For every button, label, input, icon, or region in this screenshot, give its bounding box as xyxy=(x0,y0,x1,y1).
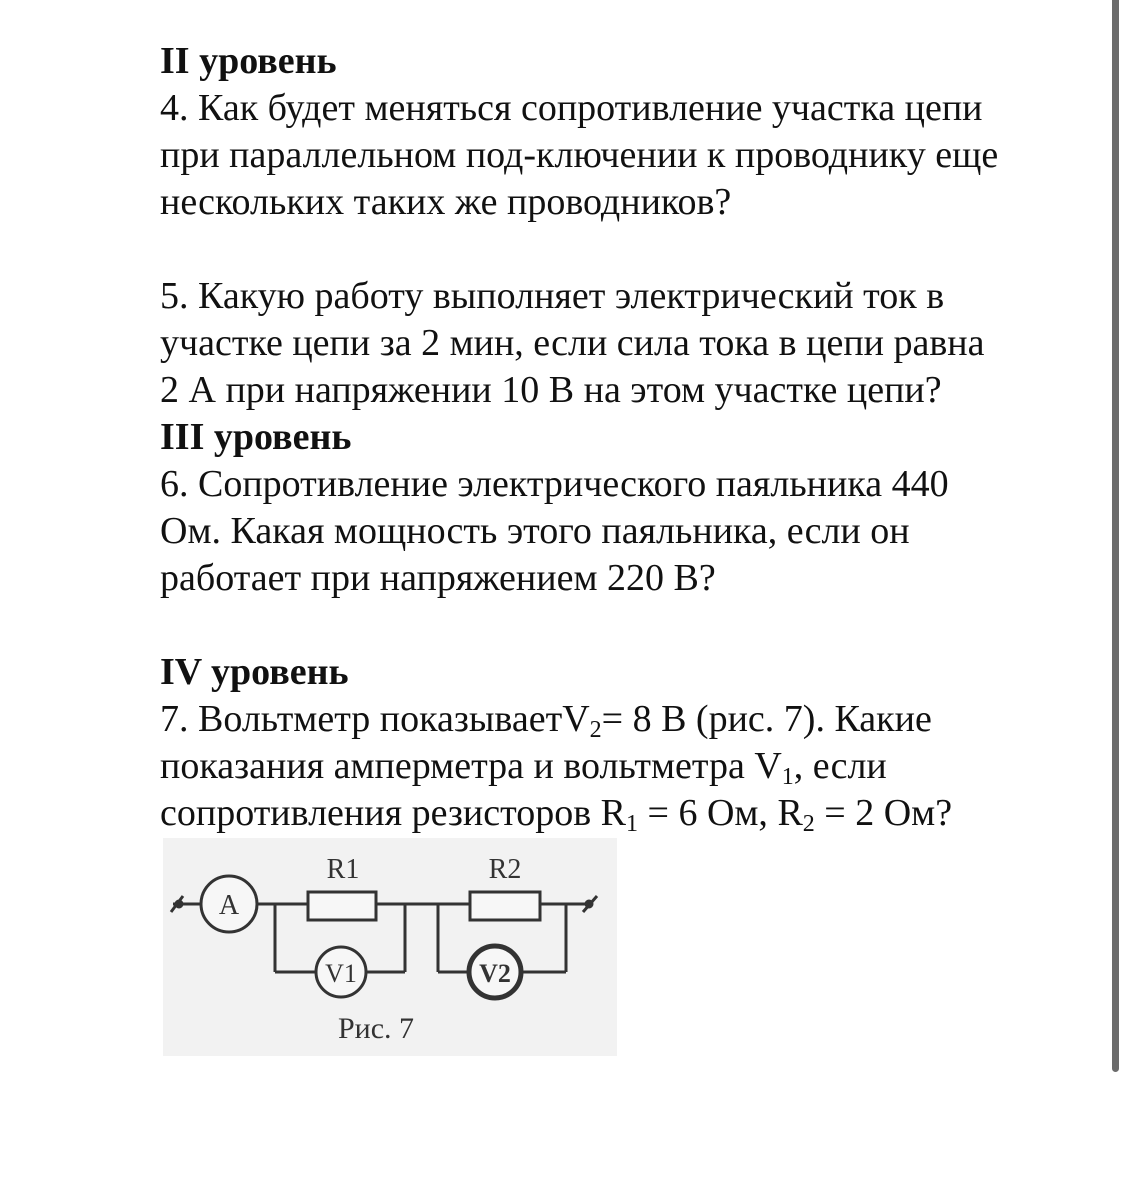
q4-line-3: нескольких таких же проводников? xyxy=(160,181,732,223)
level-3-heading: III уровень xyxy=(160,416,352,458)
q7-line-2-text-b: , если xyxy=(793,745,887,787)
q7-v1-subscript: 1 xyxy=(781,764,794,790)
q5-line-3: 2 А при напряжении 10 В на этом участке цепи? xyxy=(160,369,942,411)
q7-v1-symbol: V xyxy=(754,745,782,787)
q4-line-2: при параллельном под-ключении к проводнику еще xyxy=(160,134,999,176)
v2-label: V2 xyxy=(479,959,511,988)
ammeter-label: A xyxy=(218,890,240,921)
q7-r2-subscript: 2 xyxy=(802,811,815,837)
v1-label: V1 xyxy=(325,959,357,988)
r1-resistor xyxy=(308,892,376,920)
q7-line-3-text-c: = 2 Ом? xyxy=(814,792,953,834)
figure-caption: Рис. 7 xyxy=(337,1012,415,1045)
r2-resistor xyxy=(470,892,540,920)
circuit-diagram xyxy=(163,838,617,1056)
question-5 xyxy=(160,273,1060,414)
level-4-heading: IV уровень xyxy=(160,651,349,693)
question-4 xyxy=(160,85,1060,226)
spacer xyxy=(160,226,1060,273)
q7-r2-symbol: R xyxy=(777,792,803,834)
q7-line-1 xyxy=(160,696,1060,743)
circuit-figure xyxy=(163,838,617,1056)
q6-line-2: Ом. Какая мощность этого паяльника, если он xyxy=(160,510,910,552)
q7-line-3 xyxy=(160,790,1060,837)
q7-r1-symbol: R xyxy=(600,792,627,834)
spacer xyxy=(160,602,1060,649)
q6-line-1: 6. Сопротивление электрического паяльника 440 xyxy=(160,463,949,505)
q7-v2-subscript: 2 xyxy=(589,717,602,743)
terminal-right-dot xyxy=(586,901,592,907)
question-7 xyxy=(160,696,1060,837)
q7-v2-symbol: V xyxy=(562,698,590,740)
question-6 xyxy=(160,461,1060,602)
q5-line-1: 5. Какую работу выполняет электрический ток в xyxy=(160,275,945,317)
scrollbar[interactable] xyxy=(1112,0,1119,1072)
q7-r1-subscript: 1 xyxy=(626,811,639,837)
r2-label: R2 xyxy=(488,854,522,885)
q6-line-3: работает при напряжением 220 В? xyxy=(160,557,716,599)
q5-line-2: участке цепи за 2 мин, если сила тока в цепи равна xyxy=(160,322,985,364)
q4-line-1: 4. Как будет меняться сопротивление участка цепи xyxy=(160,87,983,129)
q7-line-2 xyxy=(160,743,1060,790)
q7-line-3-text-b: = 6 Ом, xyxy=(638,792,778,834)
level-2-heading: II уровень xyxy=(160,40,337,82)
q7-line-1-text-a: 7. Вольтметр показывает xyxy=(160,698,563,740)
q7-line-2-text-a: показания амперметра и вольтметра xyxy=(160,745,755,787)
document-page xyxy=(160,38,1060,837)
terminal-left-dot xyxy=(176,901,182,907)
q7-line-3-text-a: сопротивления резисторов xyxy=(160,792,601,834)
q7-line-1-text-b: = 8 В (рис. 7). Какие xyxy=(601,698,932,740)
r1-label: R1 xyxy=(326,854,360,885)
